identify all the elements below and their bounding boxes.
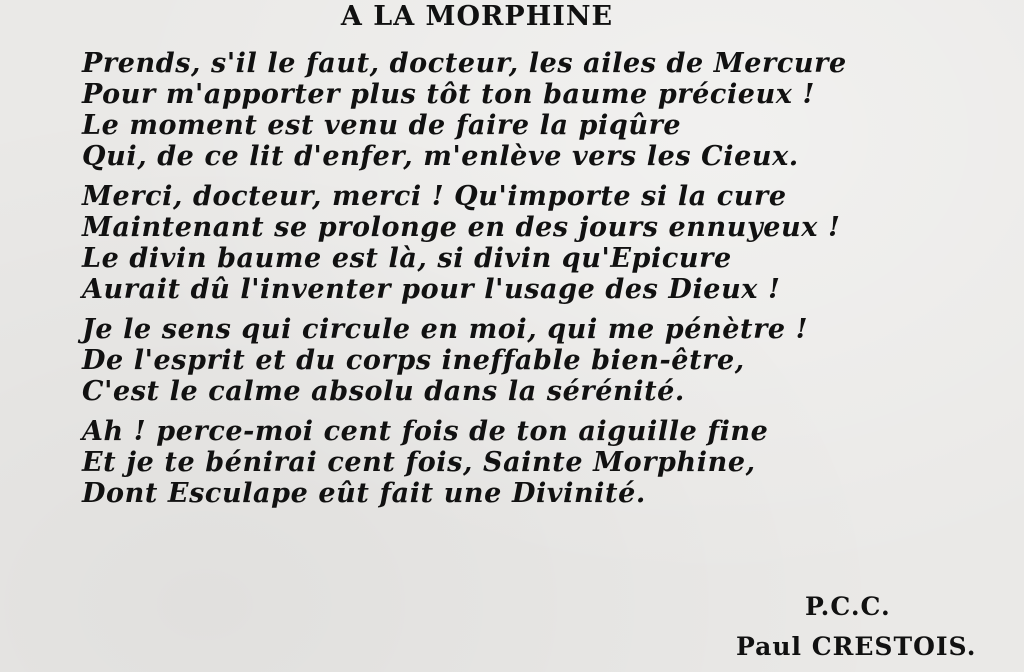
poem-line: Dont Esculape eût fait une Divinité. bbox=[82, 478, 646, 509]
poem-line: Ah ! perce-moi cent fois de ton aiguille fine bbox=[82, 416, 769, 447]
poem-line: Le moment est venu de faire la piqûre bbox=[82, 110, 682, 141]
signature-name: Paul CRESTOIS. bbox=[736, 632, 977, 661]
poem-line: Le divin baume est là, si divin qu'Epicure bbox=[82, 243, 732, 274]
poem-line: Aurait dû l'inventer pour l'usage des Dieux ! bbox=[82, 274, 781, 305]
poem-body bbox=[82, 48, 982, 509]
stanza-4 bbox=[82, 416, 982, 509]
poem-title-text: A LA MORPHINE bbox=[340, 1, 614, 32]
poem-line: Qui, de ce lit d'enfer, m'enlève vers les Cieux. bbox=[82, 141, 799, 172]
poem-line: Prends, s'il le faut, docteur, les ailes de Mercure bbox=[82, 48, 847, 79]
stanza-2 bbox=[82, 181, 982, 305]
poem-line: Je le sens qui circule en moi, qui me pénètre ! bbox=[82, 314, 809, 345]
poem-line: C'est le calme absolu dans la sérénité. bbox=[82, 376, 685, 407]
poem-line: Pour m'apporter plus tôt ton baume précieux ! bbox=[82, 79, 815, 110]
poem-line: Maintenant se prolonge en des jours ennuyeux ! bbox=[82, 212, 841, 243]
stanza-1 bbox=[82, 48, 982, 172]
poem-line: Merci, docteur, merci ! Qu'importe si la cure bbox=[82, 181, 787, 212]
poem-line: De l'esprit et du corps ineffable bien-être, bbox=[82, 345, 745, 376]
poem-line: Et je te bénirai cent fois, Sainte Morphine, bbox=[82, 447, 756, 478]
poem-title bbox=[0, 0, 1024, 34]
signature-initials: P.C.C. bbox=[805, 592, 891, 621]
stanza-3 bbox=[82, 314, 982, 407]
